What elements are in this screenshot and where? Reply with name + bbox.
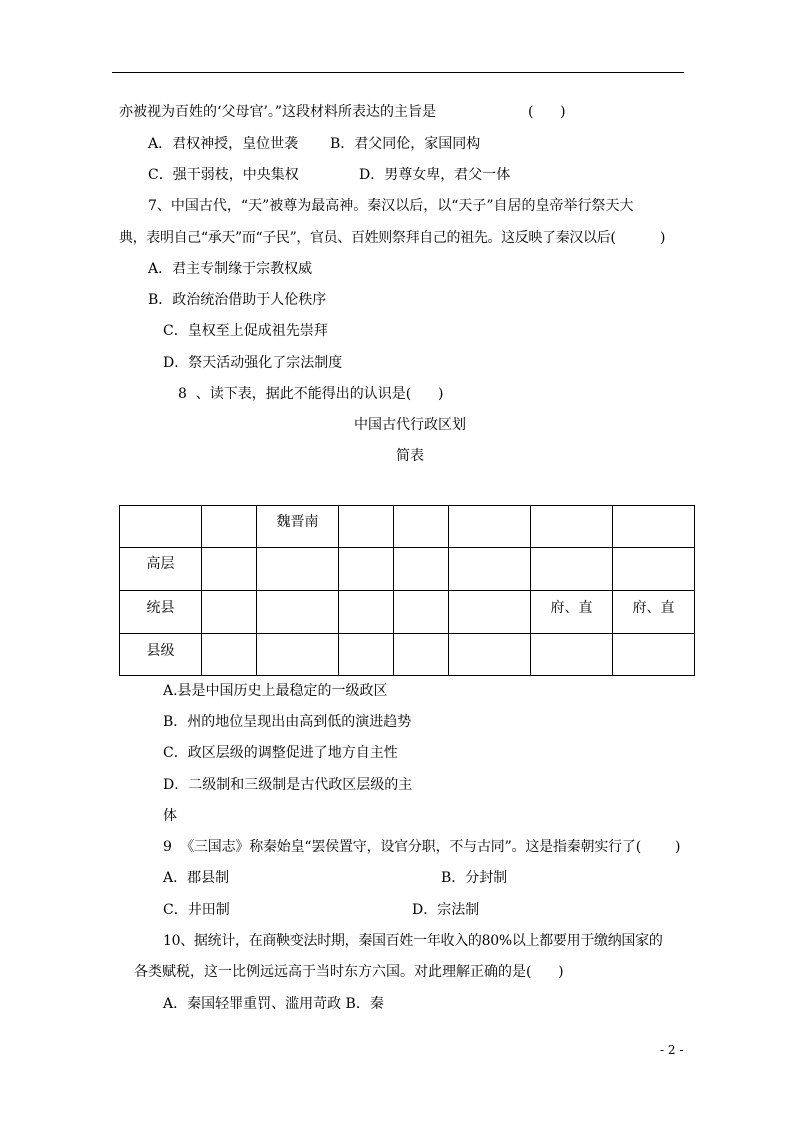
table-cell: [613, 506, 695, 548]
option-d: D．宗法制: [412, 902, 480, 918]
table-cell: 府、直: [531, 591, 613, 634]
header-rule: [112, 72, 684, 73]
table-cell: [449, 591, 531, 634]
table-cell: [394, 548, 449, 591]
table-cell: [202, 548, 257, 591]
table-cell: [339, 548, 394, 591]
option-a: A．秦国轻罪重罚、滥用苛政 B．秦: [163, 996, 384, 1012]
option-d: D．祭天活动强化了宗法制度: [163, 355, 343, 371]
option-a: A．君主专制缘于宗教权威: [148, 261, 313, 277]
table-cell: [449, 634, 531, 676]
table-title: 中国古代行政区划: [354, 417, 466, 433]
table-cell: [394, 506, 449, 548]
table-subtitle: 简表: [396, 448, 424, 464]
question-10-line2: 各类赋税，这一比例远远高于当时东方六国。对此理解正确的是( ): [134, 964, 564, 980]
table-cell: [202, 591, 257, 634]
table-cell: [531, 548, 613, 591]
option-c: C．强干弱枝，中央集权: [148, 167, 299, 183]
option-c: C．皇权至上促成祖先崇拜: [163, 323, 328, 339]
table-cell: [257, 548, 339, 591]
admin-division-table: [119, 505, 695, 676]
table-cell: [449, 548, 531, 591]
table-cell: [120, 506, 202, 548]
question-10-line1: 10、据统计，在商鞅变法时期，秦国百姓一年收入的80%以上都要用于缴纳国家的: [163, 933, 663, 949]
table-cell: [449, 506, 531, 548]
option-a: A．君权神授，皇位世袭: [148, 136, 299, 152]
option-d: D．男尊女卑，君父一体: [359, 167, 511, 183]
option-b: B．君父同伦，家国同构: [330, 136, 481, 152]
question-7-line1: 7、中国古代，“天”被尊为最高神。秦汉以后，以“天子”自居的皇帝举行祭天大: [148, 198, 634, 214]
table-header-cell: 魏晋南: [257, 506, 339, 548]
table-cell: [339, 591, 394, 634]
table-cell: [257, 634, 339, 676]
row-label: 高层: [120, 548, 202, 591]
answer-bracket: ): [675, 839, 681, 855]
table-cell: [613, 548, 695, 591]
option-d-continued: 体: [163, 808, 177, 824]
table-cell: [394, 591, 449, 634]
option-c: C．井田制: [163, 902, 230, 918]
question-8: 8 、读下表，据此不能得出的认识是( ): [178, 386, 444, 402]
option-c: C．政区层级的调整促进了地方自主性: [163, 745, 398, 761]
option-b: B．州的地位呈现出由高到低的演进趋势: [163, 714, 412, 730]
table-cell: [202, 634, 257, 676]
question-7-line2: 典，表明自己“承天”而“子民”，官员、百姓则祭拜自己的祖先。这反映了秦汉以后(: [119, 230, 616, 246]
table-cell: [531, 506, 613, 548]
option-d: D．二级制和三级制是古代政区层级的主: [163, 777, 413, 793]
row-label: 县级: [120, 634, 202, 676]
question-9: 9 《三国志》称秦始皇“罢侯置守，设官分职，不与古同”。这是指秦朝实行了(: [163, 839, 641, 855]
table-cell: [257, 591, 339, 634]
row-label: 统县: [120, 591, 202, 634]
table-cell: [531, 634, 613, 676]
option-a: A.县是中国历史上最稳定的一级政区: [163, 683, 388, 699]
option-b: B．政治统治借助于人伦秩序: [148, 292, 327, 308]
table-cell: [339, 506, 394, 548]
page-number: - 2 -: [660, 1043, 684, 1057]
option-b: B．分封制: [441, 870, 508, 886]
answer-bracket: ): [660, 230, 666, 246]
table-cell: [613, 634, 695, 676]
text-line: 亦被视为百姓的‘父母官’。”这段材料所表达的主旨是: [119, 104, 437, 120]
answer-bracket: ( ): [528, 104, 566, 120]
table-cell: 府、直: [613, 591, 695, 634]
table-cell: [394, 634, 449, 676]
table-cell: [339, 634, 394, 676]
table-cell: [202, 506, 257, 548]
option-a: A．郡县制: [163, 870, 230, 886]
